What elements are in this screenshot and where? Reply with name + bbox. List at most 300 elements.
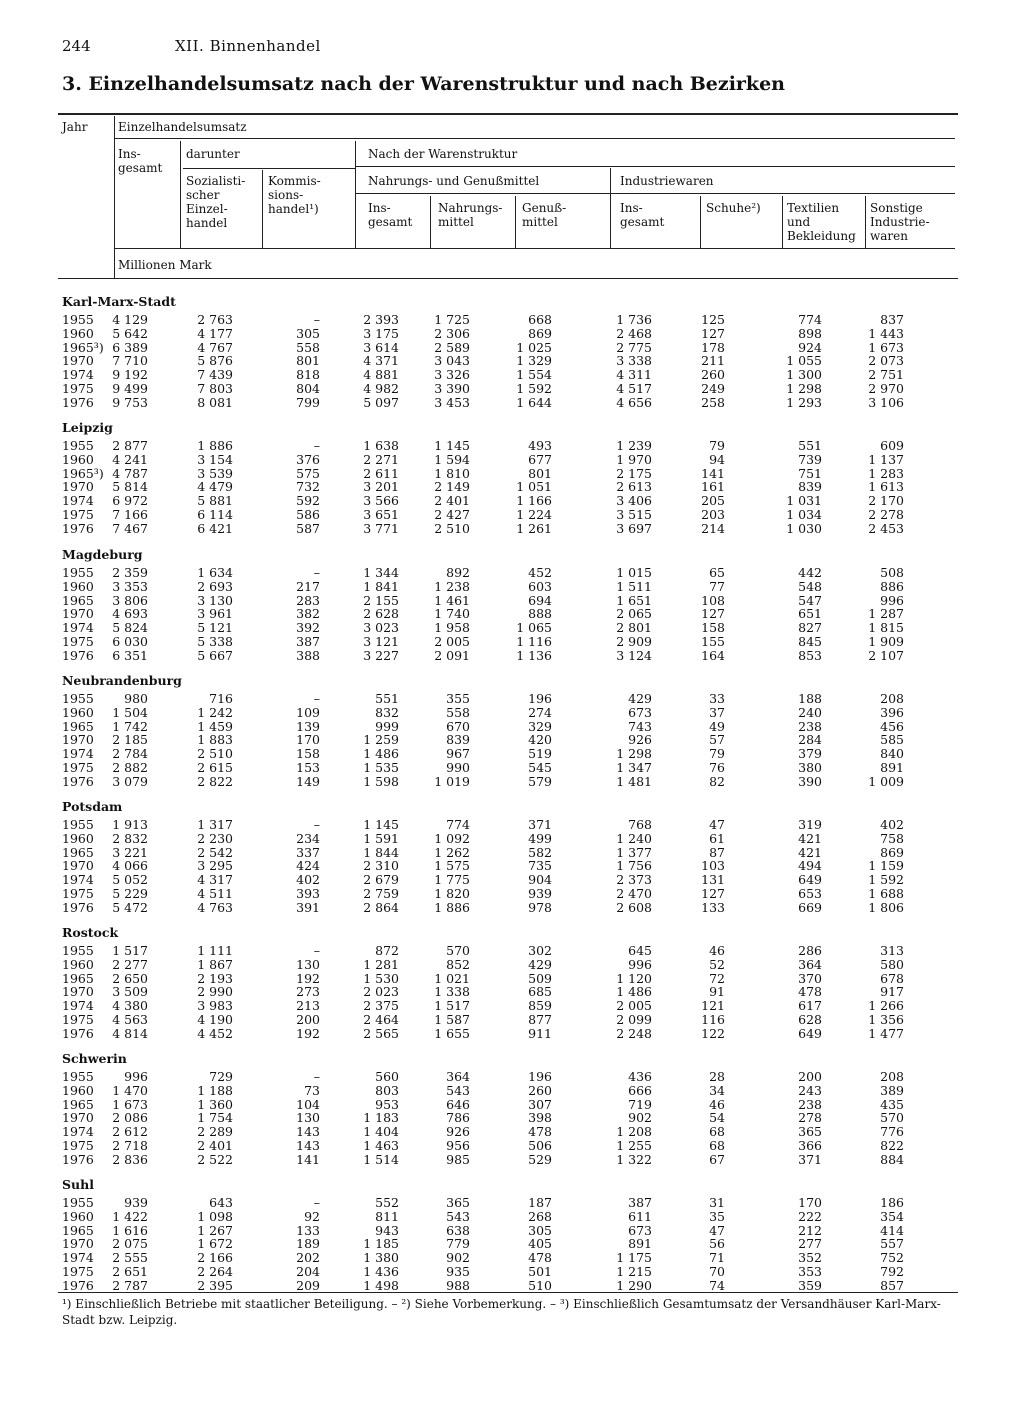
- value-cell: 996: [880, 592, 904, 608]
- header-jahr: Jahr: [62, 120, 88, 134]
- value-cell: 3 130: [197, 592, 233, 608]
- value-cell: 4 190: [197, 1012, 233, 1027]
- value-cell: 2 065: [616, 606, 652, 622]
- value-cell: 739: [798, 451, 822, 467]
- value-cell: 677: [528, 451, 552, 467]
- value-cell: 1 159: [868, 858, 904, 874]
- value-cell: 1 137: [868, 451, 904, 467]
- value-cell: 158: [701, 620, 725, 636]
- value-cell: 673: [628, 1222, 652, 1238]
- value-cell: 268: [528, 1208, 552, 1224]
- value-cell: 1 356: [868, 1012, 904, 1027]
- value-cell: 2 075: [112, 1236, 148, 1252]
- value-cell: 1 185: [363, 1236, 399, 1252]
- value-cell: 1 913: [112, 817, 148, 832]
- year-cell: 1976: [62, 1277, 94, 1293]
- value-cell: 2 608: [616, 899, 652, 915]
- value-cell: 4 380: [112, 998, 148, 1014]
- value-cell: 628: [798, 1012, 822, 1027]
- value-cell: 1 841: [363, 578, 399, 594]
- value-cell: 130: [296, 956, 320, 972]
- value-cell: 1 517: [112, 943, 148, 958]
- value-cell: 888: [528, 606, 552, 622]
- value-cell: 390: [798, 773, 822, 789]
- year-cell: 1955: [62, 817, 94, 832]
- value-cell: 1 535: [363, 760, 399, 775]
- value-cell: 996: [628, 956, 652, 972]
- value-cell: 189: [296, 1236, 320, 1252]
- value-cell: 1 461: [434, 592, 470, 608]
- value-cell: 4 066: [112, 858, 148, 874]
- header-darunter: darunter: [186, 147, 240, 161]
- header-industrie-group: Industriewaren: [620, 174, 714, 188]
- value-cell: 2 149: [434, 479, 470, 495]
- year-cell: 1965³): [62, 465, 104, 481]
- value-cell: 47: [709, 1222, 725, 1238]
- value-cell: 3 353: [112, 578, 148, 594]
- value-cell: 557: [880, 1236, 904, 1252]
- value-cell: 2 289: [197, 1124, 233, 1140]
- value-cell: 429: [628, 691, 652, 706]
- header-sonstige: Sonstige Industrie- waren: [870, 201, 930, 243]
- value-cell: 840: [880, 746, 904, 762]
- value-cell: 278: [798, 1110, 822, 1126]
- value-cell: 9 499: [112, 381, 148, 396]
- value-cell: 1 651: [616, 592, 652, 608]
- value-cell: 217: [296, 578, 320, 594]
- value-cell: 3 338: [616, 353, 652, 369]
- col-divider: [610, 168, 611, 248]
- value-cell: 1 404: [363, 1124, 399, 1140]
- value-cell: 852: [446, 956, 470, 972]
- value-cell: 352: [798, 1250, 822, 1266]
- value-cell: 586: [296, 507, 320, 522]
- value-cell: 2 464: [363, 1012, 399, 1027]
- value-cell: 442: [798, 565, 822, 580]
- value-cell: 153: [296, 760, 320, 775]
- value-cell: 548: [798, 578, 822, 594]
- value-cell: 799: [296, 394, 320, 410]
- value-cell: 592: [296, 493, 320, 509]
- value-cell: 478: [528, 1250, 552, 1266]
- value-cell: 1 055: [786, 353, 822, 369]
- value-cell: 4 241: [112, 451, 148, 467]
- value-cell: 4 881: [363, 367, 399, 383]
- value-cell: 68: [709, 1124, 725, 1140]
- value-cell: 719: [628, 1096, 652, 1112]
- value-cell: 204: [296, 1264, 320, 1279]
- value-cell: 1 267: [197, 1222, 233, 1238]
- value-cell: 801: [296, 353, 320, 369]
- value-cell: 886: [880, 578, 904, 594]
- value-cell: 2 230: [197, 830, 233, 846]
- value-cell: 52: [709, 956, 725, 972]
- value-cell: 551: [375, 691, 399, 706]
- value-cell: 1 019: [434, 773, 470, 789]
- value-cell: 2 510: [197, 746, 233, 762]
- value-cell: 506: [528, 1138, 552, 1153]
- region-heading: Neubrandenburg: [62, 673, 182, 688]
- value-cell: 575: [296, 465, 320, 481]
- value-cell: 355: [446, 691, 470, 706]
- header-nahrung-group: Nahrungs- und Genußmittel: [368, 174, 540, 188]
- value-cell: 7 166: [112, 507, 148, 522]
- value-cell: 436: [628, 1069, 652, 1084]
- value-cell: 1 638: [363, 438, 399, 453]
- value-cell: 891: [628, 1236, 652, 1252]
- value-cell: 7 439: [197, 367, 233, 383]
- value-cell: 73: [304, 1082, 320, 1098]
- value-cell: 478: [528, 1124, 552, 1140]
- value-cell: 2 395: [197, 1277, 233, 1293]
- value-cell: 2 248: [616, 1025, 652, 1041]
- value-cell: 1 300: [786, 367, 822, 383]
- value-cell: 258: [701, 394, 725, 410]
- value-cell: 5 667: [197, 647, 233, 663]
- value-cell: 4 763: [197, 899, 233, 915]
- year-cell: 1970: [62, 858, 94, 874]
- value-cell: 609: [880, 438, 904, 453]
- value-cell: 130: [296, 1110, 320, 1126]
- value-cell: 3 515: [616, 507, 652, 522]
- value-cell: 2 990: [197, 984, 233, 1000]
- value-cell: 1 065: [516, 620, 552, 636]
- header-sozialistischer: Sozialisti- scher Einzel- handel: [186, 174, 246, 230]
- value-cell: 200: [296, 1012, 320, 1027]
- value-cell: 141: [296, 1151, 320, 1167]
- value-cell: 1 092: [434, 830, 470, 846]
- value-cell: 1 736: [616, 312, 652, 327]
- value-cell: 3 651: [363, 507, 399, 522]
- col-divider: [180, 141, 181, 248]
- value-cell: 161: [701, 479, 725, 495]
- value-cell: 402: [880, 817, 904, 832]
- value-cell: 1 255: [616, 1138, 652, 1153]
- value-cell: 1 756: [616, 858, 652, 874]
- value-cell: 1 504: [112, 704, 148, 720]
- year-cell: 1975: [62, 760, 94, 775]
- value-cell: 1 347: [616, 760, 652, 775]
- value-cell: 646: [446, 1096, 470, 1112]
- value-cell: 1 261: [516, 520, 552, 536]
- value-cell: 35: [709, 1208, 725, 1224]
- value-cell: 1 775: [434, 872, 470, 888]
- year-cell: 1976: [62, 1151, 94, 1167]
- value-cell: 46: [709, 1096, 725, 1112]
- value-cell: 1 175: [616, 1250, 652, 1266]
- value-cell: 735: [528, 858, 552, 874]
- value-cell: 1 530: [363, 970, 399, 986]
- value-cell: 1 511: [616, 578, 652, 594]
- value-cell: 1 486: [616, 984, 652, 1000]
- year-cell: 1965: [62, 844, 94, 860]
- region-heading: Leipzig: [62, 420, 113, 435]
- value-cell: 2 086: [112, 1110, 148, 1126]
- col-divider: [262, 170, 263, 248]
- value-cell: 953: [375, 1096, 399, 1112]
- value-cell: 3 175: [363, 325, 399, 341]
- value-cell: 56: [709, 1236, 725, 1252]
- value-cell: 1 644: [516, 394, 552, 410]
- value-cell: 187: [528, 1195, 552, 1210]
- value-cell: 203: [701, 507, 725, 522]
- value-cell: 77: [709, 578, 725, 594]
- value-cell: 192: [296, 1025, 320, 1041]
- value-cell: 1 298: [616, 746, 652, 762]
- value-cell: 2 453: [868, 520, 904, 536]
- value-cell: 752: [880, 1250, 904, 1266]
- value-cell: 1 377: [616, 844, 652, 860]
- year-cell: 1965: [62, 718, 94, 734]
- value-cell: 131: [701, 872, 725, 888]
- year-cell: 1965: [62, 970, 94, 986]
- region-heading: Magdeburg: [62, 547, 143, 562]
- value-cell: 980: [124, 691, 148, 706]
- value-cell: 37: [709, 704, 725, 720]
- value-cell: 1 481: [616, 773, 652, 789]
- value-cell: 365: [798, 1124, 822, 1140]
- header-warenstruktur: Nach der Warenstruktur: [368, 147, 518, 161]
- value-cell: 2 909: [616, 634, 652, 649]
- value-cell: 371: [798, 1151, 822, 1167]
- value-cell: 79: [709, 746, 725, 762]
- value-cell: 94: [709, 451, 725, 467]
- value-cell: 1 616: [112, 1222, 148, 1238]
- value-cell: 61: [709, 830, 725, 846]
- value-cell: –: [313, 1069, 320, 1084]
- value-cell: 149: [296, 773, 320, 789]
- value-cell: 286: [798, 943, 822, 958]
- value-cell: 1 655: [434, 1025, 470, 1041]
- value-cell: 109: [296, 704, 320, 720]
- year-cell: 1970: [62, 1110, 94, 1126]
- value-cell: 274: [528, 704, 552, 720]
- value-cell: 2 193: [197, 970, 233, 986]
- value-cell: 552: [375, 1195, 399, 1210]
- value-cell: 2 277: [112, 956, 148, 972]
- value-cell: 837: [880, 312, 904, 327]
- value-cell: 2 565: [363, 1025, 399, 1041]
- value-cell: 429: [528, 956, 552, 972]
- value-cell: 387: [296, 634, 320, 649]
- value-cell: 774: [798, 312, 822, 327]
- value-cell: 1 145: [434, 438, 470, 453]
- value-cell: 716: [209, 691, 233, 706]
- value-cell: 892: [446, 565, 470, 580]
- value-cell: 884: [880, 1151, 904, 1167]
- value-cell: 188: [798, 691, 822, 706]
- value-cell: 1 344: [363, 565, 399, 580]
- value-cell: 2 023: [363, 984, 399, 1000]
- value-cell: 617: [798, 998, 822, 1014]
- value-cell: 243: [798, 1082, 822, 1098]
- value-cell: 2 107: [868, 647, 904, 663]
- value-cell: 2 278: [868, 507, 904, 522]
- value-cell: 2 091: [434, 647, 470, 663]
- value-cell: 2 170: [868, 493, 904, 509]
- value-cell: 82: [709, 773, 725, 789]
- year-cell: 1955: [62, 1195, 94, 1210]
- value-cell: 2 718: [112, 1138, 148, 1153]
- value-cell: 3 121: [363, 634, 399, 649]
- value-cell: 3 983: [197, 998, 233, 1014]
- value-cell: 2 375: [363, 998, 399, 1014]
- value-cell: 5 338: [197, 634, 233, 649]
- value-cell: 1 281: [363, 956, 399, 972]
- value-cell: 376: [296, 451, 320, 467]
- page-number: 244: [62, 37, 91, 55]
- value-cell: 273: [296, 984, 320, 1000]
- value-cell: 4 177: [197, 325, 233, 341]
- value-cell: 34: [709, 1082, 725, 1098]
- value-cell: 653: [798, 886, 822, 901]
- value-cell: 283: [296, 592, 320, 608]
- value-cell: 811: [375, 1208, 399, 1224]
- value-cell: 1 575: [434, 858, 470, 874]
- value-cell: 2 401: [197, 1138, 233, 1153]
- value-cell: 2 693: [197, 578, 233, 594]
- value-cell: 388: [296, 647, 320, 663]
- value-cell: 139: [296, 718, 320, 734]
- value-cell: –: [313, 943, 320, 958]
- col-divider: [355, 141, 356, 248]
- header-kommission: Kommis- sions- handel¹): [268, 174, 321, 216]
- value-cell: 1 031: [786, 493, 822, 509]
- value-cell: 501: [528, 1264, 552, 1279]
- value-cell: 46: [709, 943, 725, 958]
- value-cell: 2 615: [197, 760, 233, 775]
- value-cell: 582: [528, 844, 552, 860]
- year-cell: 1970: [62, 1236, 94, 1252]
- value-cell: 5 814: [112, 479, 148, 495]
- value-cell: 4 479: [197, 479, 233, 495]
- value-cell: –: [313, 438, 320, 453]
- header-genussmittel: Genuß- mittel: [522, 201, 567, 229]
- value-cell: 902: [446, 1250, 470, 1266]
- year-cell: 1960: [62, 451, 94, 467]
- year-cell: 1965³): [62, 339, 104, 355]
- einzelhandel-rule: [115, 138, 955, 139]
- value-cell: 779: [446, 1236, 470, 1252]
- value-cell: 49: [709, 718, 725, 734]
- value-cell: –: [313, 312, 320, 327]
- year-cell: 1970: [62, 732, 94, 748]
- value-cell: 743: [628, 718, 652, 734]
- region-heading: Rostock: [62, 925, 119, 940]
- value-cell: 133: [296, 1222, 320, 1238]
- value-cell: 1 098: [197, 1208, 233, 1224]
- value-cell: 529: [528, 1151, 552, 1167]
- value-cell: 493: [528, 438, 552, 453]
- value-cell: 853: [798, 647, 822, 663]
- value-cell: 803: [375, 1082, 399, 1098]
- value-cell: 2 306: [434, 325, 470, 341]
- value-cell: 943: [375, 1222, 399, 1238]
- value-cell: 74: [709, 1277, 725, 1293]
- value-cell: 208: [880, 1069, 904, 1084]
- value-cell: 305: [296, 325, 320, 341]
- value-cell: 57: [709, 732, 725, 748]
- value-cell: 519: [528, 746, 552, 762]
- value-cell: 508: [880, 565, 904, 580]
- value-cell: 1 806: [868, 899, 904, 915]
- value-cell: 4 317: [197, 872, 233, 888]
- value-cell: 28: [709, 1069, 725, 1084]
- value-cell: 67: [709, 1151, 725, 1167]
- value-cell: 186: [880, 1195, 904, 1210]
- value-cell: 2 427: [434, 507, 470, 522]
- value-cell: 365: [446, 1195, 470, 1210]
- value-cell: 1 592: [868, 872, 904, 888]
- value-cell: 768: [628, 817, 652, 832]
- value-cell: 307: [528, 1096, 552, 1112]
- value-cell: 2 555: [112, 1250, 148, 1266]
- value-cell: 205: [701, 493, 725, 509]
- value-cell: 2 864: [363, 899, 399, 915]
- value-cell: 3 043: [434, 353, 470, 369]
- value-cell: 2 611: [363, 465, 399, 481]
- value-cell: 208: [880, 691, 904, 706]
- value-cell: 1 820: [434, 886, 470, 901]
- value-cell: 393: [296, 886, 320, 901]
- value-cell: 1 815: [868, 620, 904, 636]
- value-cell: 1 188: [197, 1082, 233, 1098]
- value-cell: 1 166: [516, 493, 552, 509]
- value-cell: 1 034: [786, 507, 822, 522]
- value-cell: –: [313, 691, 320, 706]
- value-cell: 65: [709, 565, 725, 580]
- year-cell: 1960: [62, 830, 94, 846]
- value-cell: 5 824: [112, 620, 148, 636]
- value-cell: 456: [880, 718, 904, 734]
- value-cell: 2 542: [197, 844, 233, 860]
- value-cell: 47: [709, 817, 725, 832]
- value-cell: 3 539: [197, 465, 233, 481]
- value-cell: 1 970: [616, 451, 652, 467]
- value-cell: 1 754: [197, 1110, 233, 1126]
- value-cell: 54: [709, 1110, 725, 1126]
- value-cell: 996: [124, 1069, 148, 1084]
- value-cell: 170: [798, 1195, 822, 1210]
- value-cell: 1 145: [363, 817, 399, 832]
- year-cell: 1974: [62, 746, 94, 762]
- value-cell: 999: [375, 718, 399, 734]
- value-cell: 1 183: [363, 1110, 399, 1126]
- value-cell: 371: [528, 817, 552, 832]
- value-cell: 988: [446, 1277, 470, 1293]
- value-cell: 2 470: [616, 886, 652, 901]
- value-cell: 1 290: [616, 1277, 652, 1293]
- year-cell: 1974: [62, 620, 94, 636]
- value-cell: 1 634: [197, 565, 233, 580]
- value-cell: 2 651: [112, 1264, 148, 1279]
- value-cell: 196: [528, 1069, 552, 1084]
- value-cell: 3 124: [616, 647, 652, 663]
- value-cell: 603: [528, 578, 552, 594]
- value-cell: 1 266: [868, 998, 904, 1014]
- value-cell: 1 238: [434, 578, 470, 594]
- value-cell: 9 753: [112, 394, 148, 410]
- value-cell: 939: [124, 1195, 148, 1210]
- value-cell: 580: [880, 956, 904, 972]
- value-cell: 560: [375, 1069, 399, 1084]
- value-cell: 1 030: [786, 520, 822, 536]
- year-cell: 1975: [62, 886, 94, 901]
- value-cell: 5 881: [197, 493, 233, 509]
- year-cell: 1974: [62, 1124, 94, 1140]
- value-cell: 72: [709, 970, 725, 986]
- header-bottom-rule: [58, 278, 958, 279]
